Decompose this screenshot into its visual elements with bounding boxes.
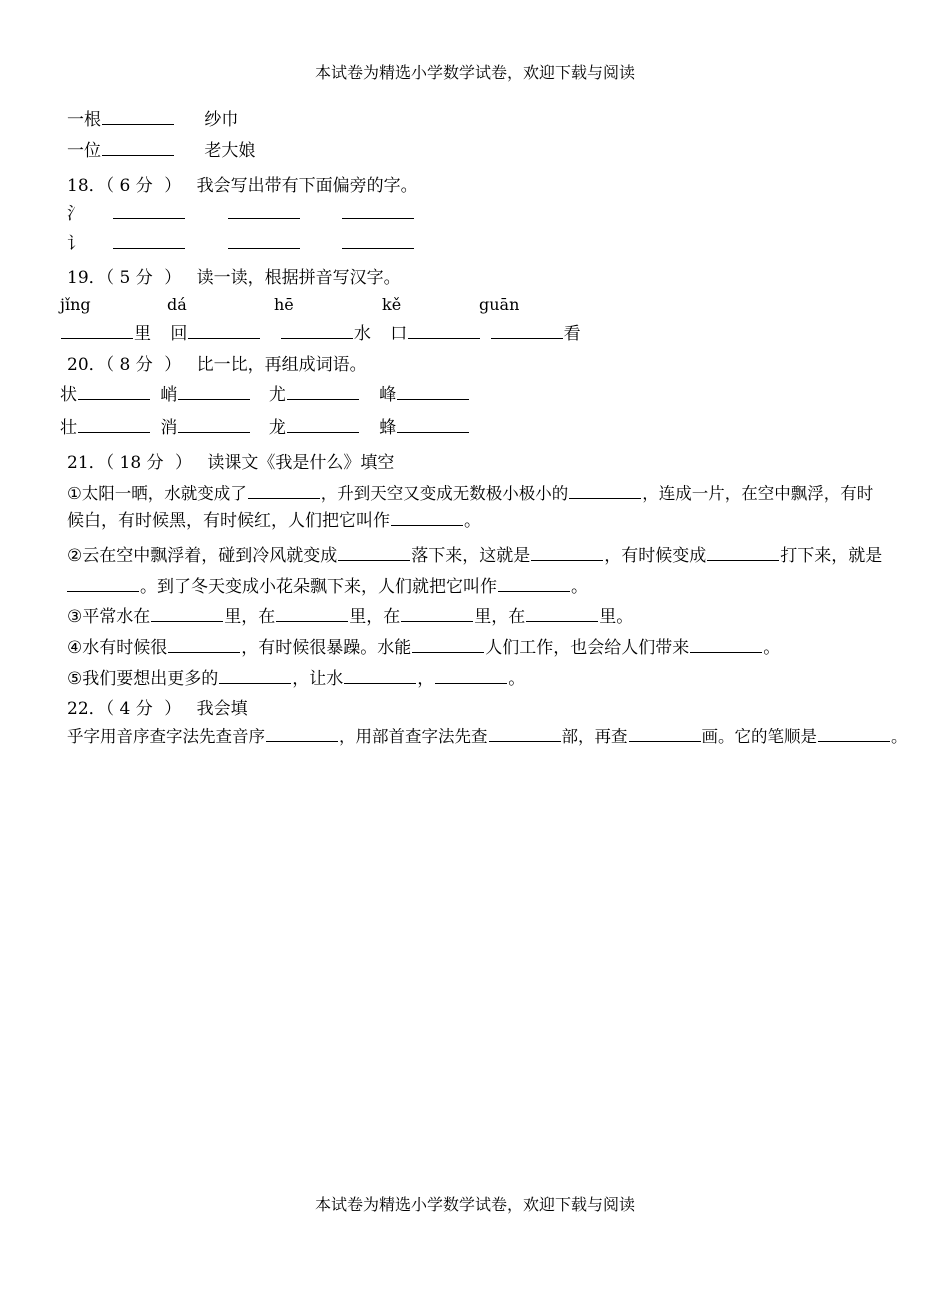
q22-close: ） bbox=[164, 699, 182, 719]
q17-row1-suffix: 纱巾 bbox=[204, 110, 239, 130]
answer-blank[interactable] bbox=[287, 384, 359, 400]
text: 落下来，这就是 bbox=[411, 546, 531, 566]
text: ，连成一片，在空中飘浮，有时 bbox=[642, 484, 874, 503]
q21-score: 18 分 bbox=[119, 453, 164, 473]
answer-blank[interactable] bbox=[78, 417, 150, 433]
text: ④水有时候很 bbox=[67, 638, 168, 658]
answer-blank[interactable] bbox=[391, 510, 463, 526]
char: 状 bbox=[60, 385, 77, 405]
answer-blank[interactable] bbox=[113, 203, 185, 219]
answer-blank[interactable] bbox=[569, 483, 641, 499]
q20-row-2 bbox=[60, 417, 470, 439]
q21-close: ） bbox=[175, 453, 192, 473]
char: 峰 bbox=[379, 385, 397, 405]
pinyin-1: jǐng bbox=[60, 295, 91, 314]
pinyin-4: kě bbox=[382, 295, 402, 314]
text: 里，在 bbox=[474, 607, 526, 627]
text: ，升到天空又变成无数极小极小的 bbox=[320, 484, 569, 503]
answer-blank[interactable] bbox=[266, 726, 338, 742]
answer-blank[interactable] bbox=[397, 417, 469, 433]
text: 乎字用音序查字法先查音序 bbox=[67, 727, 265, 746]
text: 人们工作，也会给人们带来 bbox=[485, 638, 690, 658]
q19-title bbox=[67, 267, 401, 289]
char: 壮 bbox=[60, 418, 77, 438]
answer-blank[interactable] bbox=[397, 384, 469, 400]
answer-blank[interactable] bbox=[707, 545, 779, 561]
q20-number: 20．（ bbox=[67, 355, 115, 375]
answer-blank[interactable] bbox=[498, 576, 570, 592]
q17-row-2 bbox=[67, 140, 255, 162]
q19-score: 5 分 bbox=[119, 268, 153, 288]
answer-blank[interactable] bbox=[61, 323, 133, 339]
q21-number: 21．（ bbox=[67, 453, 115, 473]
answer-blank[interactable] bbox=[491, 323, 563, 339]
text: 里。 bbox=[599, 607, 634, 627]
q20-title bbox=[67, 354, 367, 376]
text: ⑤我们要想出更多的 bbox=[67, 669, 219, 689]
answer-blank[interactable] bbox=[344, 668, 416, 684]
q17-row2-suffix: 老大娘 bbox=[204, 141, 256, 161]
q19-item5-after: 看 bbox=[563, 324, 581, 344]
answer-blank[interactable] bbox=[690, 637, 762, 653]
text: 。 bbox=[891, 727, 908, 746]
q19-items bbox=[60, 323, 581, 345]
q22-score: 4 分 bbox=[119, 699, 153, 719]
answer-blank[interactable] bbox=[412, 637, 484, 653]
answer-blank[interactable] bbox=[281, 323, 353, 339]
answer-blank[interactable] bbox=[248, 483, 320, 499]
text: 里，在 bbox=[224, 607, 276, 627]
q18-close: ） bbox=[164, 176, 182, 196]
q22-title bbox=[67, 698, 248, 720]
q21-s1-line2 bbox=[67, 510, 481, 532]
answer-blank[interactable] bbox=[818, 726, 890, 742]
q19-prompt: 读一读，根据拼音写汉字。 bbox=[196, 268, 401, 288]
text: ，有时候很暴躁。水能 bbox=[241, 638, 412, 658]
text: ①太阳一晒，水就变成了 bbox=[67, 484, 247, 503]
answer-blank[interactable] bbox=[102, 109, 174, 125]
page-footer: 本试卷为精选小学数学试卷，欢迎下载与阅读 bbox=[314, 1195, 635, 1214]
text: 部，再查 bbox=[561, 727, 628, 746]
q20-close: ） bbox=[164, 355, 182, 375]
q22-body bbox=[67, 726, 908, 748]
text: ②云在空中飘浮着，碰到冷风就变成 bbox=[67, 546, 338, 566]
text: 。 bbox=[571, 577, 588, 597]
q19-item4-before: 口 bbox=[390, 324, 408, 344]
char: 龙 bbox=[268, 418, 286, 438]
q18-score: 6 分 bbox=[119, 176, 153, 196]
q22-prompt: 我会填 bbox=[196, 699, 248, 719]
q21-s3 bbox=[67, 606, 633, 628]
q19-item3-after: 水 bbox=[353, 324, 371, 344]
answer-blank[interactable] bbox=[188, 323, 260, 339]
q17-row2-prefix: 一位 bbox=[67, 141, 101, 161]
q18-row-2 bbox=[67, 233, 415, 255]
text: ， bbox=[417, 669, 435, 689]
q21-s1-line1 bbox=[67, 483, 873, 505]
answer-blank[interactable] bbox=[338, 545, 410, 561]
answer-blank[interactable] bbox=[342, 233, 414, 249]
q21-title bbox=[67, 452, 394, 474]
answer-blank[interactable] bbox=[78, 384, 150, 400]
q19-item2-before: 回 bbox=[170, 324, 188, 344]
answer-blank[interactable] bbox=[102, 140, 174, 156]
answer-blank[interactable] bbox=[408, 323, 480, 339]
text: ，有时候变成 bbox=[604, 546, 707, 566]
answer-blank[interactable] bbox=[219, 668, 291, 684]
q21-prompt: 读课文《我是什么》填空 bbox=[207, 453, 395, 473]
answer-blank[interactable] bbox=[435, 668, 507, 684]
pinyin-2: dá bbox=[167, 295, 187, 314]
char: 消 bbox=[160, 418, 178, 438]
answer-blank[interactable] bbox=[178, 417, 250, 433]
page-header: 本试卷为精选小学数学试卷，欢迎下载与阅读 bbox=[314, 63, 635, 82]
text: 候白，有时候黑，有时候红，人们把它叫作 bbox=[67, 511, 390, 531]
answer-blank[interactable] bbox=[276, 606, 348, 622]
q20-score: 8 分 bbox=[119, 355, 153, 375]
text: ，让水 bbox=[292, 669, 344, 689]
q21-s2-line2 bbox=[67, 576, 588, 598]
pinyin-5: guān bbox=[479, 295, 520, 314]
answer-blank[interactable] bbox=[401, 606, 473, 622]
q17-row1-prefix: 一根 bbox=[67, 110, 101, 130]
radical-water: 氵 bbox=[67, 204, 84, 224]
q18-prompt: 我会写出带有下面偏旁的字。 bbox=[196, 176, 418, 196]
answer-blank[interactable] bbox=[228, 203, 300, 219]
answer-blank[interactable] bbox=[113, 233, 185, 249]
text: 里，在 bbox=[349, 607, 401, 627]
q18-title bbox=[67, 175, 418, 197]
answer-blank[interactable] bbox=[342, 203, 414, 219]
text: ③平常水在 bbox=[67, 607, 151, 627]
radical-speech: 讠 bbox=[67, 234, 84, 254]
answer-blank[interactable] bbox=[531, 545, 603, 561]
text: 打下来，就是 bbox=[780, 546, 883, 566]
text: 。到了冬天变成小花朵飘下来，人们就把它叫作 bbox=[140, 577, 497, 597]
q18-row-1 bbox=[67, 203, 415, 225]
q19-item1-after: 里 bbox=[134, 324, 151, 344]
char: 峭 bbox=[160, 385, 178, 405]
answer-blank[interactable] bbox=[629, 726, 701, 742]
q22-number: 22．（ bbox=[67, 699, 115, 719]
text: 。 bbox=[508, 669, 526, 689]
q21-s5 bbox=[67, 668, 525, 690]
q20-row-1 bbox=[60, 384, 470, 406]
q20-prompt: 比一比，再组成词语。 bbox=[196, 355, 367, 375]
answer-blank[interactable] bbox=[489, 726, 561, 742]
answer-blank[interactable] bbox=[287, 417, 359, 433]
answer-blank[interactable] bbox=[526, 606, 598, 622]
text: ，用部首查字法先查 bbox=[339, 727, 488, 746]
text: 。 bbox=[763, 638, 781, 658]
text: 画。它的笔顺是 bbox=[701, 727, 817, 746]
char: 尤 bbox=[268, 385, 286, 405]
text: 。 bbox=[464, 511, 481, 531]
pinyin-3: hē bbox=[274, 295, 294, 314]
answer-blank[interactable] bbox=[178, 384, 250, 400]
q17-row-1 bbox=[67, 109, 238, 131]
answer-blank[interactable] bbox=[151, 606, 223, 622]
answer-blank[interactable] bbox=[228, 233, 300, 249]
q19-close: ） bbox=[164, 268, 182, 288]
q19-number: 19．（ bbox=[67, 268, 115, 288]
q21-s4 bbox=[67, 637, 780, 659]
answer-blank[interactable] bbox=[168, 637, 240, 653]
q18-number: 18．（ bbox=[67, 176, 115, 196]
char: 蜂 bbox=[379, 418, 397, 438]
answer-blank[interactable] bbox=[67, 576, 139, 592]
q21-s2-line1 bbox=[67, 545, 882, 567]
